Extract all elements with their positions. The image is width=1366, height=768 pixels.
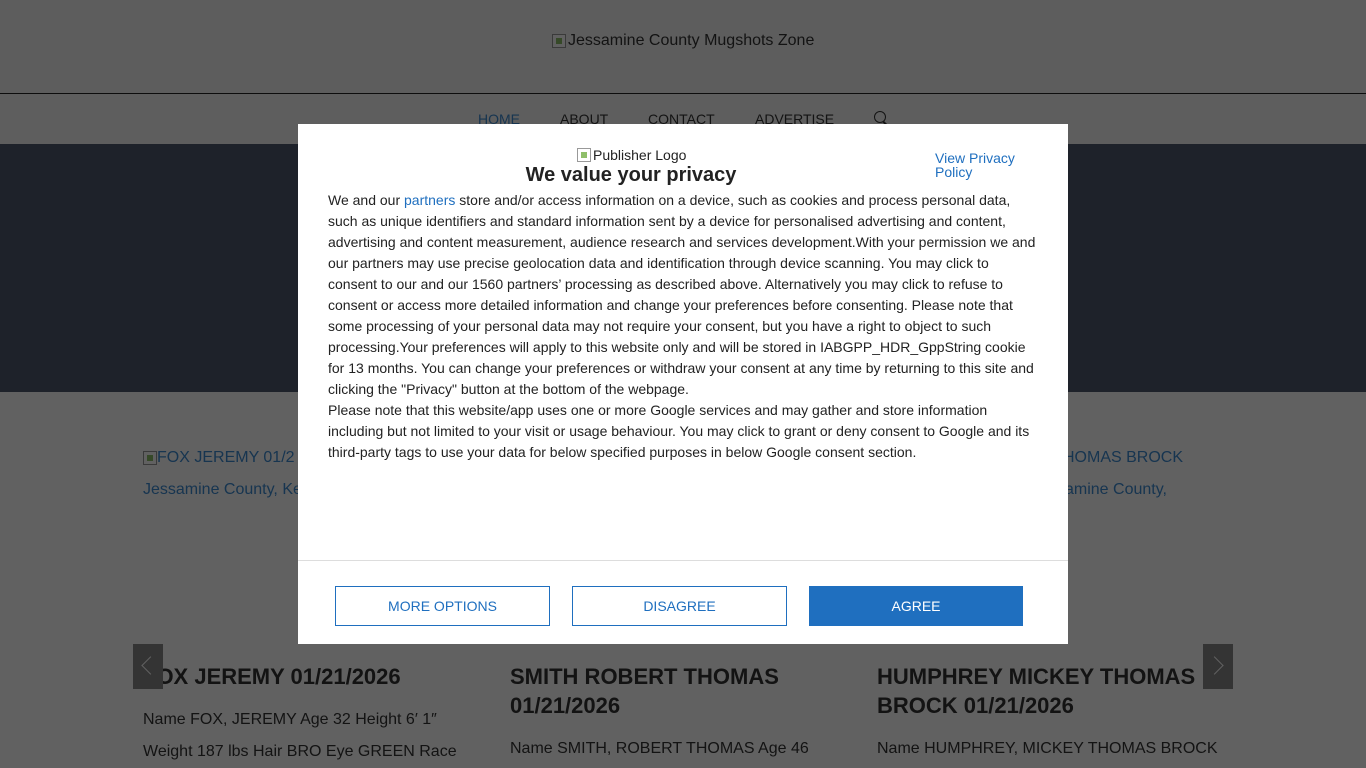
agree-button[interactable]: AGREE: [809, 586, 1023, 626]
consent-divider: [298, 560, 1068, 561]
partners-link[interactable]: partners: [404, 192, 456, 208]
broken-image-icon: [577, 148, 591, 162]
consent-body: [328, 190, 1040, 463]
view-privacy-policy-link[interactable]: View Privacy Policy: [935, 150, 1015, 180]
more-options-button[interactable]: MORE OPTIONS: [335, 586, 550, 626]
disagree-button[interactable]: DISAGREE: [572, 586, 787, 626]
consent-title: We value your privacy: [525, 164, 737, 186]
consent-paragraph-1: We and our partners store and/or access information on a device, such as cookies and process personal data, such as unique identifiers and standard information sent by a device for personalised advertising and content, advertising and content measurement, audience research and services development.With your permission we and our partners may use precise geolocation data and identification through device scanning. You may click to consent to our and our 1560 partners’ processing as described above. Alternatively you may click to refuse to consent or access more detailed information and change your preferences before consenting. Please note that some processing of your personal data may not require your consent, but you have a right to object to such processing.Your preferences will apply to this website only and will be stored in IABGPP_HDR_GppString cookie for 13 months. You can change your preferences or withdraw your consent at any time by returning to this site and clicking the "Privacy" button at the bottom of the webpage.: [328, 192, 1036, 397]
publisher-logo: [577, 147, 686, 163]
consent-paragraph-2: Please note that this website/app uses one or more Google services and may gather and store information including but not limited to your visit or usage behaviour. You may click to grant or deny consent to Google and its third-party tags to use your data for below specified purposes in below Google consent section.: [328, 402, 1030, 460]
consent-dialog: [298, 124, 1068, 644]
publisher-logo-alt: Publisher Logo: [593, 147, 687, 163]
